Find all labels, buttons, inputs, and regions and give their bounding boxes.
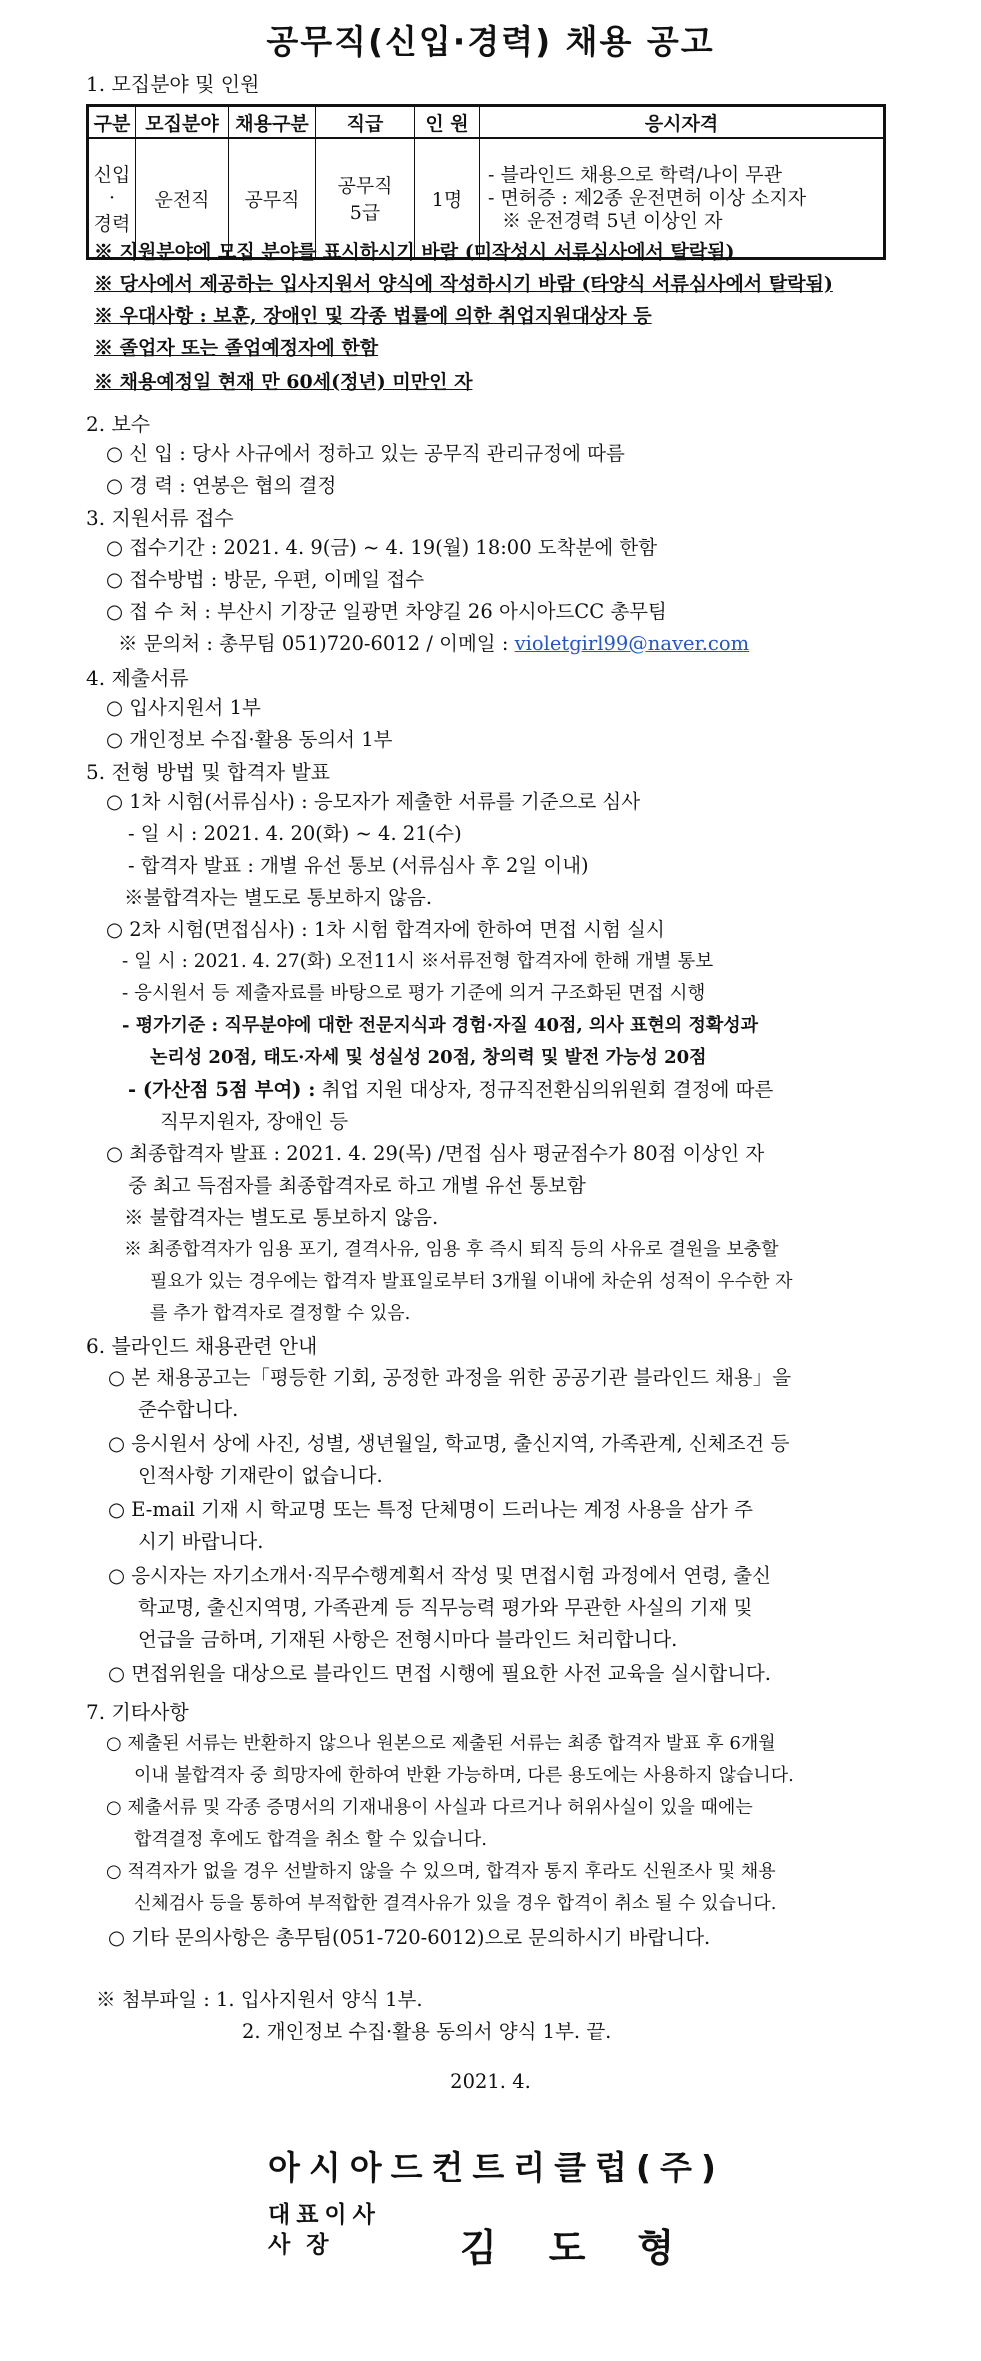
etc-item: ○ 제출서류 및 각종 증명서의 기재내용이 사실과 다르거나 허위사실이 있을 때에는: [106, 1797, 753, 1818]
cell-rank: 공무직 5급: [316, 138, 415, 259]
selection-final: ○ 최종합격자 발표 : 2021. 4. 29(목) /면접 심사 평균점수가 80점 이상인 자: [106, 1142, 765, 1165]
doc-item: ○ 개인정보 수집·활용 동의서 1부: [106, 728, 393, 751]
selection-first: ○ 1차 시험(서류심사) : 응모자가 제출한 서류를 기준으로 심사: [106, 790, 641, 813]
recruit-table: [86, 104, 886, 260]
table-header: 직급: [316, 106, 415, 139]
issue-date: 2021. 4.: [450, 2070, 531, 2093]
selection-bonus-cont: 직무지원자, 장애인 등: [160, 1110, 349, 1133]
etc-item-cont: 합격결정 후에도 합격을 취소 할 수 있습니다.: [134, 1829, 488, 1850]
selection-reserve-cont: 를 추가 합격자로 결정할 수 있음.: [150, 1303, 411, 1324]
pay-item: ○ 경 력 : 연봉은 협의 결정: [106, 474, 337, 497]
selection-final-cont: 중 최고 득점자를 최종합격자로 하고 개별 유선 통보함: [128, 1174, 586, 1197]
table-header-row: [88, 106, 885, 139]
attachment-list: ※ 첨부파일 : 1. 입사지원서 양식 1부.: [96, 1988, 423, 2011]
company-name: 아시아드컨트리클럽(주): [268, 2148, 725, 2187]
table-header: 채용구분: [229, 106, 316, 139]
table-header: 모집분야: [136, 106, 229, 139]
section-heading-pay: 2. 보수: [86, 412, 151, 436]
attachment-list-cont: 2. 개인정보 수집·활용 동의서 양식 1부. 끝.: [242, 2020, 612, 2043]
section-heading-blind: 6. 블라인드 채용관련 안내: [86, 1334, 318, 1358]
cell-field: 운전직: [136, 138, 229, 259]
cell-count: 1명: [415, 138, 480, 259]
blind-item: ○ 면접위원을 대상으로 블라인드 면접 시행에 필요한 사전 교육을 실시합니다.: [108, 1662, 771, 1685]
blind-item: ○ 응시원서 상에 사진, 성별, 생년월일, 학교명, 출신지역, 가족관계, 신체조건 등: [108, 1432, 790, 1455]
table-header: 구분: [88, 106, 136, 139]
email-link[interactable]: violetgirl99@naver.com: [514, 632, 750, 655]
selection-reserve-cont: 필요가 있는 경우에는 합격자 발표일로부터 3개월 이내에 차순위 성적이 우수한 자: [150, 1271, 793, 1292]
ceo-title: 대표이사: [268, 2202, 381, 2228]
apply-method: ○ 접수방법 : 방문, 우편, 이메일 접수: [106, 568, 425, 591]
selection-second-date: - 일 시 : 2021. 4. 27(화) 오전11시 ※서류전형 합격자에 한해 개별 통보: [122, 951, 714, 972]
selection-second-basis: - 응시원서 등 제출자료를 바탕으로 평가 기준에 의거 구조화된 면접 시행: [122, 983, 706, 1004]
ceo-name: 김도형: [460, 2226, 727, 2270]
selection-reserve: ※ 최종합격자가 임용 포기, 결격사유, 임용 후 즉시 퇴직 등의 사유로 결원을 보충할: [124, 1239, 779, 1260]
blind-item-cont: 언급을 금하며, 기재된 사항은 전형시마다 블라인드 처리합니다.: [138, 1628, 678, 1651]
table-header: 응시자격: [480, 106, 885, 139]
selection-criteria: - 평가기준 : 직무분야에 대한 전문지식과 경험·자질 40점, 의사 표현의 정확성과: [122, 1015, 759, 1036]
selection-first-note: ※불합격자는 별도로 통보하지 않음.: [124, 886, 433, 909]
etc-item: ○ 제출된 서류는 반환하지 않으나 원본으로 제출된 서류는 최종 합격자 발표 후 6개월: [106, 1733, 776, 1754]
notice-item: ※ 지원분야에 모집 분야를 표시하시기 바람 (미작성시 서류심사에서 탈락됨): [94, 241, 735, 263]
etc-item-cont: 이내 불합격자 중 희망자에 한하여 반환 가능하며, 다른 용도에는 사용하지 않습니다.: [134, 1765, 794, 1786]
apply-period: ○ 접수기간 : 2021. 4. 9(금) ~ 4. 19(월) 18:00 도착분에 한함: [106, 536, 658, 559]
section-heading-docs: 4. 제출서류: [86, 666, 189, 690]
ceo-title-sub: 사 장: [268, 2232, 333, 2258]
selection-criteria-cont: 논리성 20점, 태도·자세 및 성실성 20점, 창의력 및 발전 가능성 20점: [150, 1047, 707, 1068]
page-title: 공무직(신입·경력) 채용 공고: [266, 22, 715, 61]
pay-item: ○ 신 입 : 당사 사규에서 정하고 있는 공무직 관리규정에 따름: [106, 442, 625, 465]
cell-type: 공무직: [229, 138, 316, 259]
blind-item-cont: 준수합니다.: [138, 1398, 239, 1421]
blind-item: ○ 응시자는 자기소개서·직무수행계획서 작성 및 면접시험 과정에서 연령, 출신: [108, 1564, 771, 1587]
selection-second: ○ 2차 시험(면접심사) : 1차 시험 합격자에 한하여 면접 시험 실시: [106, 918, 665, 941]
etc-item: ○ 적격자가 없을 경우 선발하지 않을 수 있으며, 합격자 통지 후라도 신원조사 및 채용: [106, 1861, 776, 1882]
blind-item-cont: 시기 바랍니다.: [138, 1530, 264, 1553]
section-heading-etc: 7. 기타사항: [86, 1700, 189, 1724]
notice-item: ※ 채용예정일 현재 만 60세(정년) 미만인 자: [94, 371, 473, 393]
apply-place: ○ 접 수 처 : 부산시 기장군 일광면 차양길 26 아시아드CC 총무팀: [106, 600, 667, 623]
selection-final-note: ※ 불합격자는 별도로 통보하지 않음.: [124, 1206, 439, 1229]
section-heading-apply: 3. 지원서류 접수: [86, 506, 234, 530]
notice-item: ※ 우대사항 : 보훈, 장애인 및 각종 법률에 의한 취업지원대상자 등: [94, 305, 652, 327]
table-header: 인 원: [415, 106, 480, 139]
selection-first-date: - 일 시 : 2021. 4. 20(화) ~ 4. 21(수): [128, 822, 462, 845]
apply-contact: ※ 문의처 : 총무팀 051)720-6012 / 이메일 : violetgirl99@naver.com: [118, 632, 750, 655]
etc-item-cont: 신체검사 등을 통하여 부적합한 결격사유가 있을 경우 합격이 취소 될 수 있습니다.: [134, 1893, 777, 1914]
selection-first-result: - 합격자 발표 : 개별 유선 통보 (서류심사 후 2일 이내): [128, 854, 589, 877]
blind-item-cont: 학교명, 출신지역명, 가족관계 등 직무능력 평가와 무관한 사실의 기재 및: [138, 1596, 753, 1619]
section-heading-recruit: 1. 모집분야 및 인원: [86, 72, 260, 96]
notice-item: ※ 당사에서 제공하는 입사지원서 양식에 작성하시기 바람 (타양식 서류심사에서 탈락됨): [94, 273, 833, 295]
doc-item: ○ 입사지원서 1부: [106, 696, 261, 719]
etc-item: ○ 기타 문의사항은 총무팀(051-720-6012)으로 문의하시기 바랍니다.: [108, 1926, 711, 1949]
blind-item: ○ E-mail 기재 시 학교명 또는 특정 단체명이 드러나는 계정 사용을 삼가 주: [108, 1498, 753, 1521]
cell-gubun: 신입 · 경력: [88, 138, 136, 259]
cell-requirements: - 블라인드 채용으로 학력/나이 무관 - 면허증 : 제2종 운전면허 이상 소지자 ※ 운전경력 5년 이상인 자: [480, 138, 885, 259]
selection-bonus: - (가산점 5점 부여) : 취업 지원 대상자, 정규직전환심의위원회 결정에 따른: [128, 1078, 774, 1101]
blind-item: ○ 본 채용공고는「평등한 기회, 공정한 과정을 위한 공공기관 블라인드 채용」을: [108, 1366, 792, 1389]
blind-item-cont: 인적사항 기재란이 없습니다.: [138, 1464, 383, 1487]
section-heading-selection: 5. 전형 방법 및 합격자 발표: [86, 760, 331, 784]
notice-item: ※ 졸업자 또는 졸업예정자에 한함: [94, 337, 379, 359]
